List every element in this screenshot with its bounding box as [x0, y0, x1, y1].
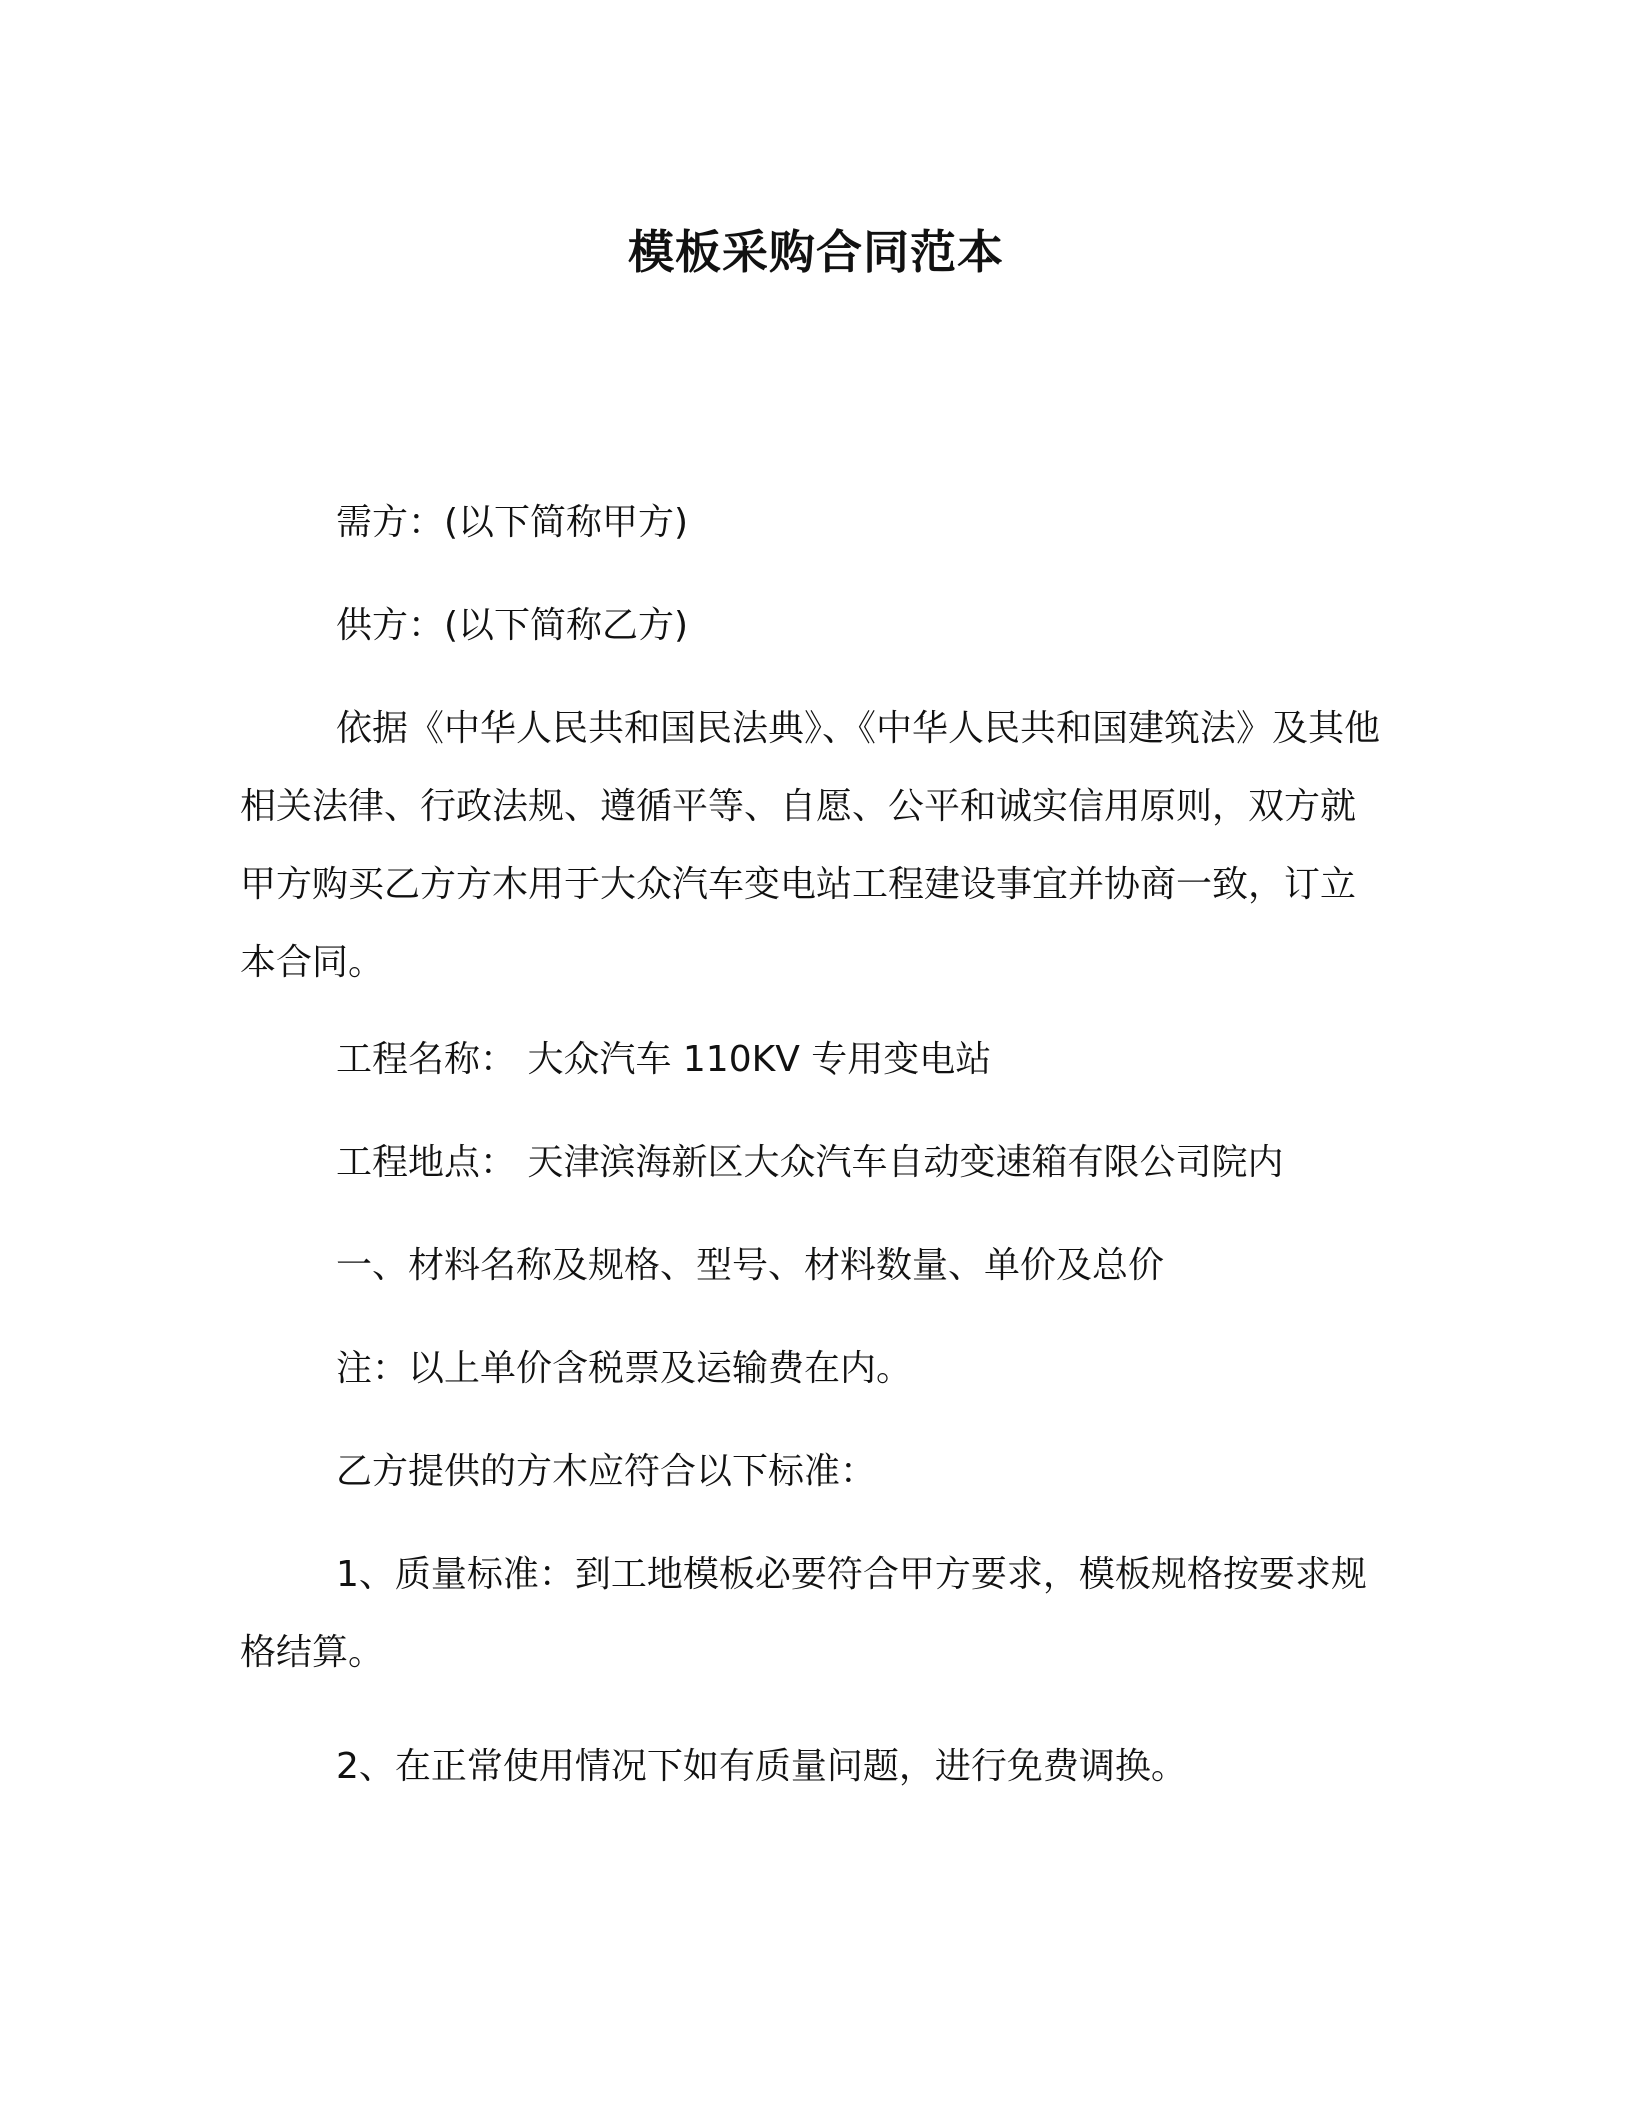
section-one-heading: 一、材料名称及规格、型号、材料数量、单价及总价 [336, 1245, 1165, 1286]
project-name-line: 工程名称： 大众汽车 110KV 专用变电站 [336, 1039, 992, 1080]
preamble-paragraph: 依据《中华人民共和国民法典》、《中华人民共和国建筑法》及其他相关法律、行政法规、遵循平等、自愿、公平和诚实信用原则，双方就甲方购买乙方方木用于大众汽车变电站工程建设事宜并协商一致，订立本合同。 [240, 708, 1381, 983]
project-location-line: 工程地点： 天津滨海新区大众汽车自动变速箱有限公司院内 [336, 1142, 1284, 1183]
supplier-line: 供方：(以下简称乙方) [336, 605, 689, 646]
document-title: 模板采购合同范本 [628, 225, 1004, 279]
standard-2-line: 2、在正常使用情况下如有质量问题，进行免费调换。 [336, 1746, 1187, 1787]
buyer-line: 需方：(以下简称甲方) [336, 502, 689, 543]
standards-intro-line: 乙方提供的方木应符合以下标准： [336, 1451, 877, 1492]
price-note-line: 注：以上单价含税票及运输费在内。 [336, 1348, 913, 1389]
standard-1-paragraph: 1、质量标准：到工地模板必要符合甲方要求，模板规格按要求规格结算。 [240, 1554, 1367, 1673]
